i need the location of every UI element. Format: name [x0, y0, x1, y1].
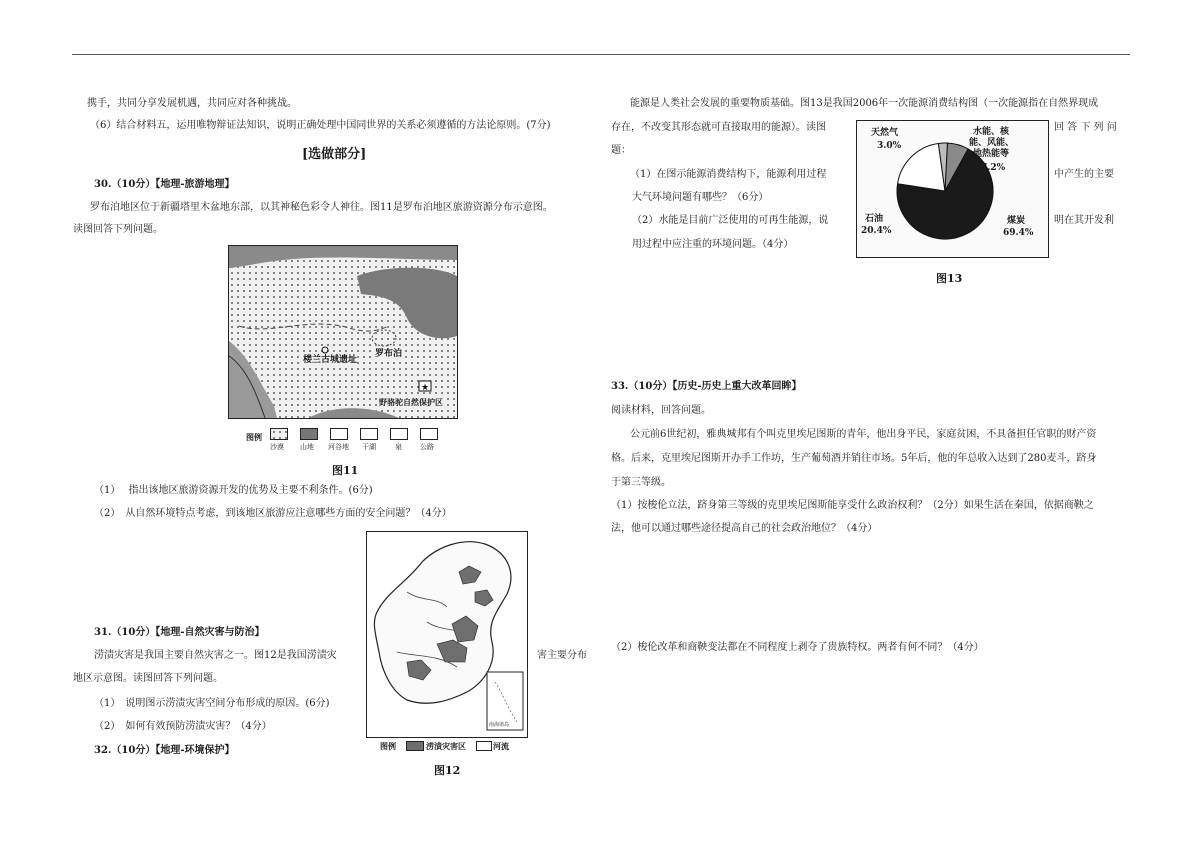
legend-swatch-flood [406, 741, 424, 751]
text-line: 存在，不改变其形态就可直接取用的能源）。读图 [611, 122, 826, 133]
slice-label-hydro: 水能、核 [973, 127, 1010, 137]
slice-label-hydro: 能、风能、 [969, 138, 1015, 148]
pie-slice-1 [898, 143, 945, 191]
material-line: 于第三等级。 [611, 477, 671, 488]
mountain-region [309, 408, 399, 418]
inset-label: 南海诸岛 [489, 722, 510, 728]
question-30-header: 30.（10分）【地理-旅游地理】 [94, 179, 235, 190]
question-33-header: 33.（10分）【历史-历史上重大改革回眸】 [611, 381, 802, 392]
legend-label: 河谷地 [328, 443, 349, 451]
figure-13-caption: 图13 [936, 272, 963, 285]
figure-11-map [228, 245, 458, 419]
question-33-intro: 阅读材料，回答问题。 [611, 405, 711, 416]
legend-title: 图例 [246, 432, 262, 442]
energy-question-2: （2）水能是目前广泛使用的可再生能源，说 [632, 215, 829, 226]
legend-label: 河流 [493, 741, 509, 751]
text-line: 回 答 下 列 问 [1054, 122, 1117, 133]
mountain-region [357, 268, 457, 339]
dry-lake [372, 330, 396, 346]
text-line: 中产生的主要 [1054, 169, 1114, 180]
mountain-region [229, 341, 277, 418]
map-shapes [229, 246, 457, 418]
figure-11-caption: 图11 [332, 464, 359, 477]
question-30-intro: 读图回答下列问题。 [73, 224, 163, 235]
text-line: 害主要分布 [537, 650, 587, 661]
text-line: 法，他可以通过哪些途径提高自己的社会政治地位？（4分） [611, 523, 878, 534]
header-rule [72, 54, 1130, 55]
section-heading: [选做部分] [302, 147, 367, 162]
slice-label-coal: 煤炭 [1007, 216, 1026, 226]
text-line: 能源是人类社会发展的重要物质基础。图13是我国2006年一次能源消费结构图（一次能源指在自然界现成 [630, 98, 1099, 109]
slice-value-coal: 69.4% [1003, 228, 1034, 238]
slice-label-gas: 天然气 [871, 128, 899, 138]
figure-12-caption: 图12 [434, 764, 461, 777]
legend-swatch-valley [330, 428, 348, 440]
legend-label: 涝渍灾害区 [426, 741, 466, 751]
text-line: 明在其开发利 [1054, 215, 1114, 226]
star-icon: ★ [420, 383, 430, 393]
legend-label: 公路 [420, 443, 434, 451]
legend-swatch-desert [270, 428, 288, 440]
text-line: 地区示意图。读图回答下列问题。 [73, 673, 223, 684]
figure-12-map [366, 531, 528, 738]
legend-title: 图例 [380, 741, 396, 751]
text-line: 携手，共同分享发展机遇，共同应对各种挑战。 [87, 98, 297, 109]
text-line: 涝渍灾害是我国主要自然灾害之一。图12是我国涝渍灾 [94, 650, 337, 661]
figure-11-legend [270, 428, 450, 454]
question-33-item-1: （1）按梭伦立法，跻身第三等级的克里埃尼图斯能享受什么政治权利？（2分）如果生活在秦国，依据商鞅之 [611, 500, 1094, 511]
legend-swatch-drylake [360, 428, 378, 440]
question-30-intro: 罗布泊地区位于新疆塔里木盆地东部，以其神秘色彩令人神往。图11是罗布泊地区旅游资源分布示意图。 [90, 202, 553, 213]
text-line: 用过程中应注重的环境问题。（4分） [632, 239, 794, 250]
question-31-item-2: （2） 如何有效预防涝渍灾害？（4分） [94, 721, 272, 732]
legend-swatch-spring [390, 428, 408, 440]
legend-swatch-river [476, 741, 492, 751]
slice-value-hydro: 7.2% [981, 163, 1006, 173]
slice-label-oil: 石油 [865, 214, 884, 224]
legend-label: 山地 [300, 443, 314, 451]
legend-label: 沙漠 [270, 443, 284, 451]
material-line: 公元前6世纪初，雅典城邦有个叫克里埃尼图斯的青年，他出身平民，家庭贫困，不具备担任官职的财产资 [630, 429, 1097, 440]
text-line: （6）结合材料五，运用唯物辩证法知识，说明正确处理中国同世界的关系必须遵循的方法论原则。(7分) [90, 120, 551, 131]
ruin-marker [322, 347, 328, 353]
text-line: 题： [611, 145, 631, 156]
map-label-loulan: 楼兰古城遗址 [303, 355, 358, 365]
map-label-lopnur: 罗布泊 [375, 349, 403, 359]
mountain-region [229, 246, 457, 268]
question-32-header: 32.（10分）【地理-环境保护】 [94, 745, 235, 756]
energy-question-1: （1）在图示能源消费结构下，能源利用过程 [630, 169, 827, 180]
figure-12-legend [372, 739, 532, 753]
material-line: 格。后来，克里埃尼图斯开办手工作坊，生产葡萄酒并销往市场。5年后，他的年总收入达到了280麦斗，跻身 [611, 453, 1097, 464]
text-line: 大气环境问题有哪些？（6分） [632, 192, 769, 203]
slice-label-hydro: 地热能等 [973, 149, 1010, 159]
slice-value-oil: 20.4% [861, 226, 892, 236]
slice-value-gas: 3.0% [877, 141, 902, 151]
question-31-item-1: （1） 说明图示涝渍灾害空间分布形成的原因。(6分) [94, 698, 330, 709]
legend-label: 干湖 [362, 443, 376, 451]
question-30-item-2: （2） 从自然环境特点考虑，到该地区旅游应注意哪些方面的安全问题？（4分） [94, 508, 452, 519]
legend-swatch-mountain [300, 428, 318, 440]
map-shapes [367, 532, 527, 737]
question-30-item-1: （1） 指出该地区旅游资源开发的优势及主要不利条件。(6分) [94, 485, 373, 496]
legend-swatch-road [420, 428, 438, 440]
legend-label: 泉 [395, 443, 402, 451]
question-33-item-2: （2）梭伦改革和商鞅变法都在不同程度上剥夺了贵族特权。两者有何不同？（4分） [611, 642, 984, 653]
figure-13-chart [856, 120, 1049, 258]
road-line [239, 324, 389, 331]
question-31-header: 31.（10分）【地理-自然灾害与防治】 [94, 627, 265, 638]
map-label-reserve: 野骆驼自然保护区 [379, 397, 443, 407]
